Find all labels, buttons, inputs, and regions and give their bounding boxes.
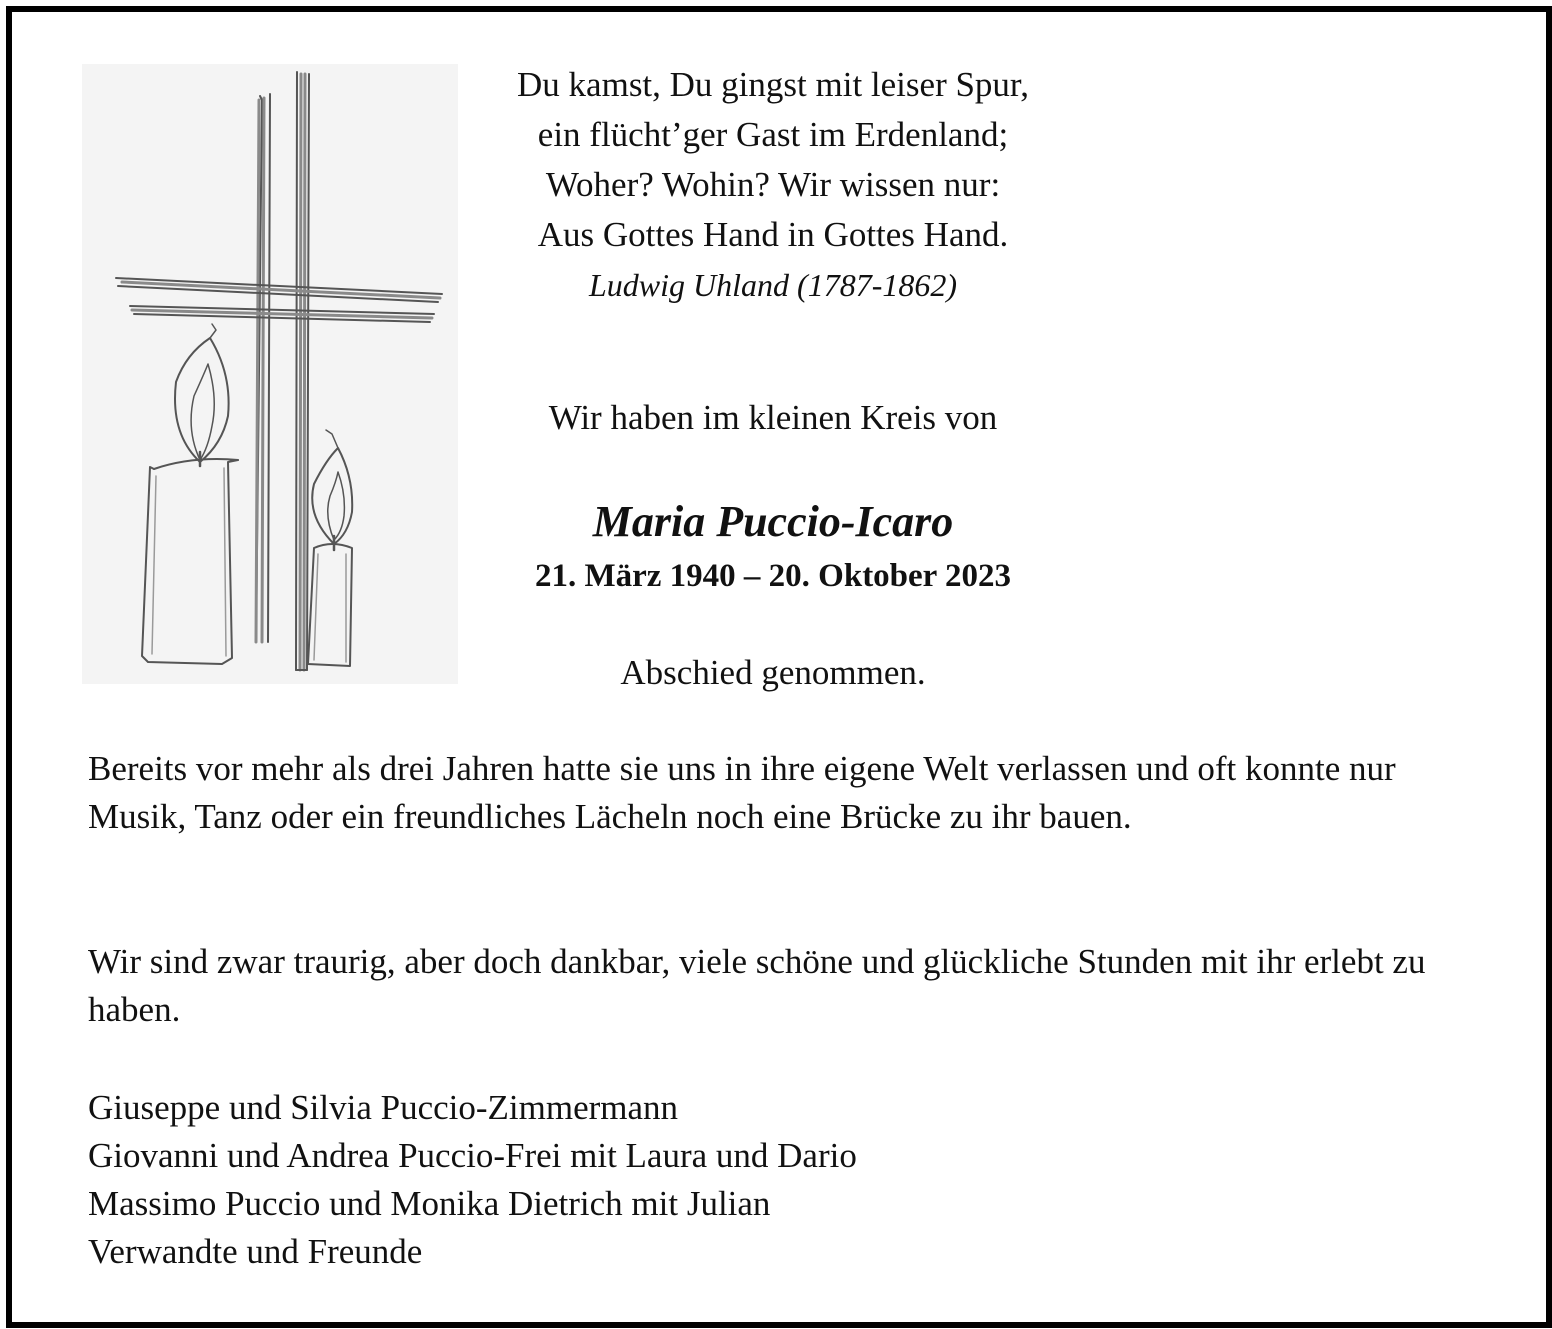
poem-line-4: Aus Gottes Hand in Gottes Hand.	[537, 215, 1009, 254]
signers-list	[88, 1084, 1498, 1276]
poem-line-1: Du kamst, Du gingst mit leiser Spur,	[517, 65, 1029, 104]
cross-and-candles-sketch-icon	[82, 64, 458, 684]
signer-line: Massimo Puccio und Monika Dietrich mit Julian	[88, 1184, 771, 1223]
tribute-paragraph-2: Wir sind zwar traurig, aber doch dankbar, viele schöne und glückliche Stunden mit ihr erlebt zu haben.	[88, 942, 1426, 1029]
announcement-intro: Wir haben im kleinen Kreis von	[548, 398, 998, 437]
poem-line-2: ein flücht’ger Gast im Erdenland;	[537, 115, 1009, 154]
deceased-name: Maria Puccio-Icaro	[592, 497, 954, 546]
tribute-paragraph-1: Bereits vor mehr als drei Jahren hatte sie uns in ihre eigene Welt verlassen und oft konnte nur Musik, Tanz oder ein freundliches Lächeln noch eine Brücke zu ihr bauen.	[88, 749, 1396, 836]
signer-line: Giovanni und Andrea Puccio-Frei mit Laura und Dario	[88, 1136, 857, 1175]
poem-line-3: Woher? Wohin? Wir wissen nur:	[545, 165, 1001, 204]
poem-author: Ludwig Uhland (1787-1862)	[589, 267, 957, 303]
signer-line: Verwandte und Freunde	[88, 1232, 423, 1271]
signer-line: Giuseppe und Silvia Puccio-Zimmermann	[88, 1088, 679, 1127]
farewell-line: Abschied genommen.	[620, 653, 926, 692]
life-dates: 21. März 1940 – 20. Oktober 2023	[534, 558, 1011, 594]
poem	[460, 60, 1086, 310]
